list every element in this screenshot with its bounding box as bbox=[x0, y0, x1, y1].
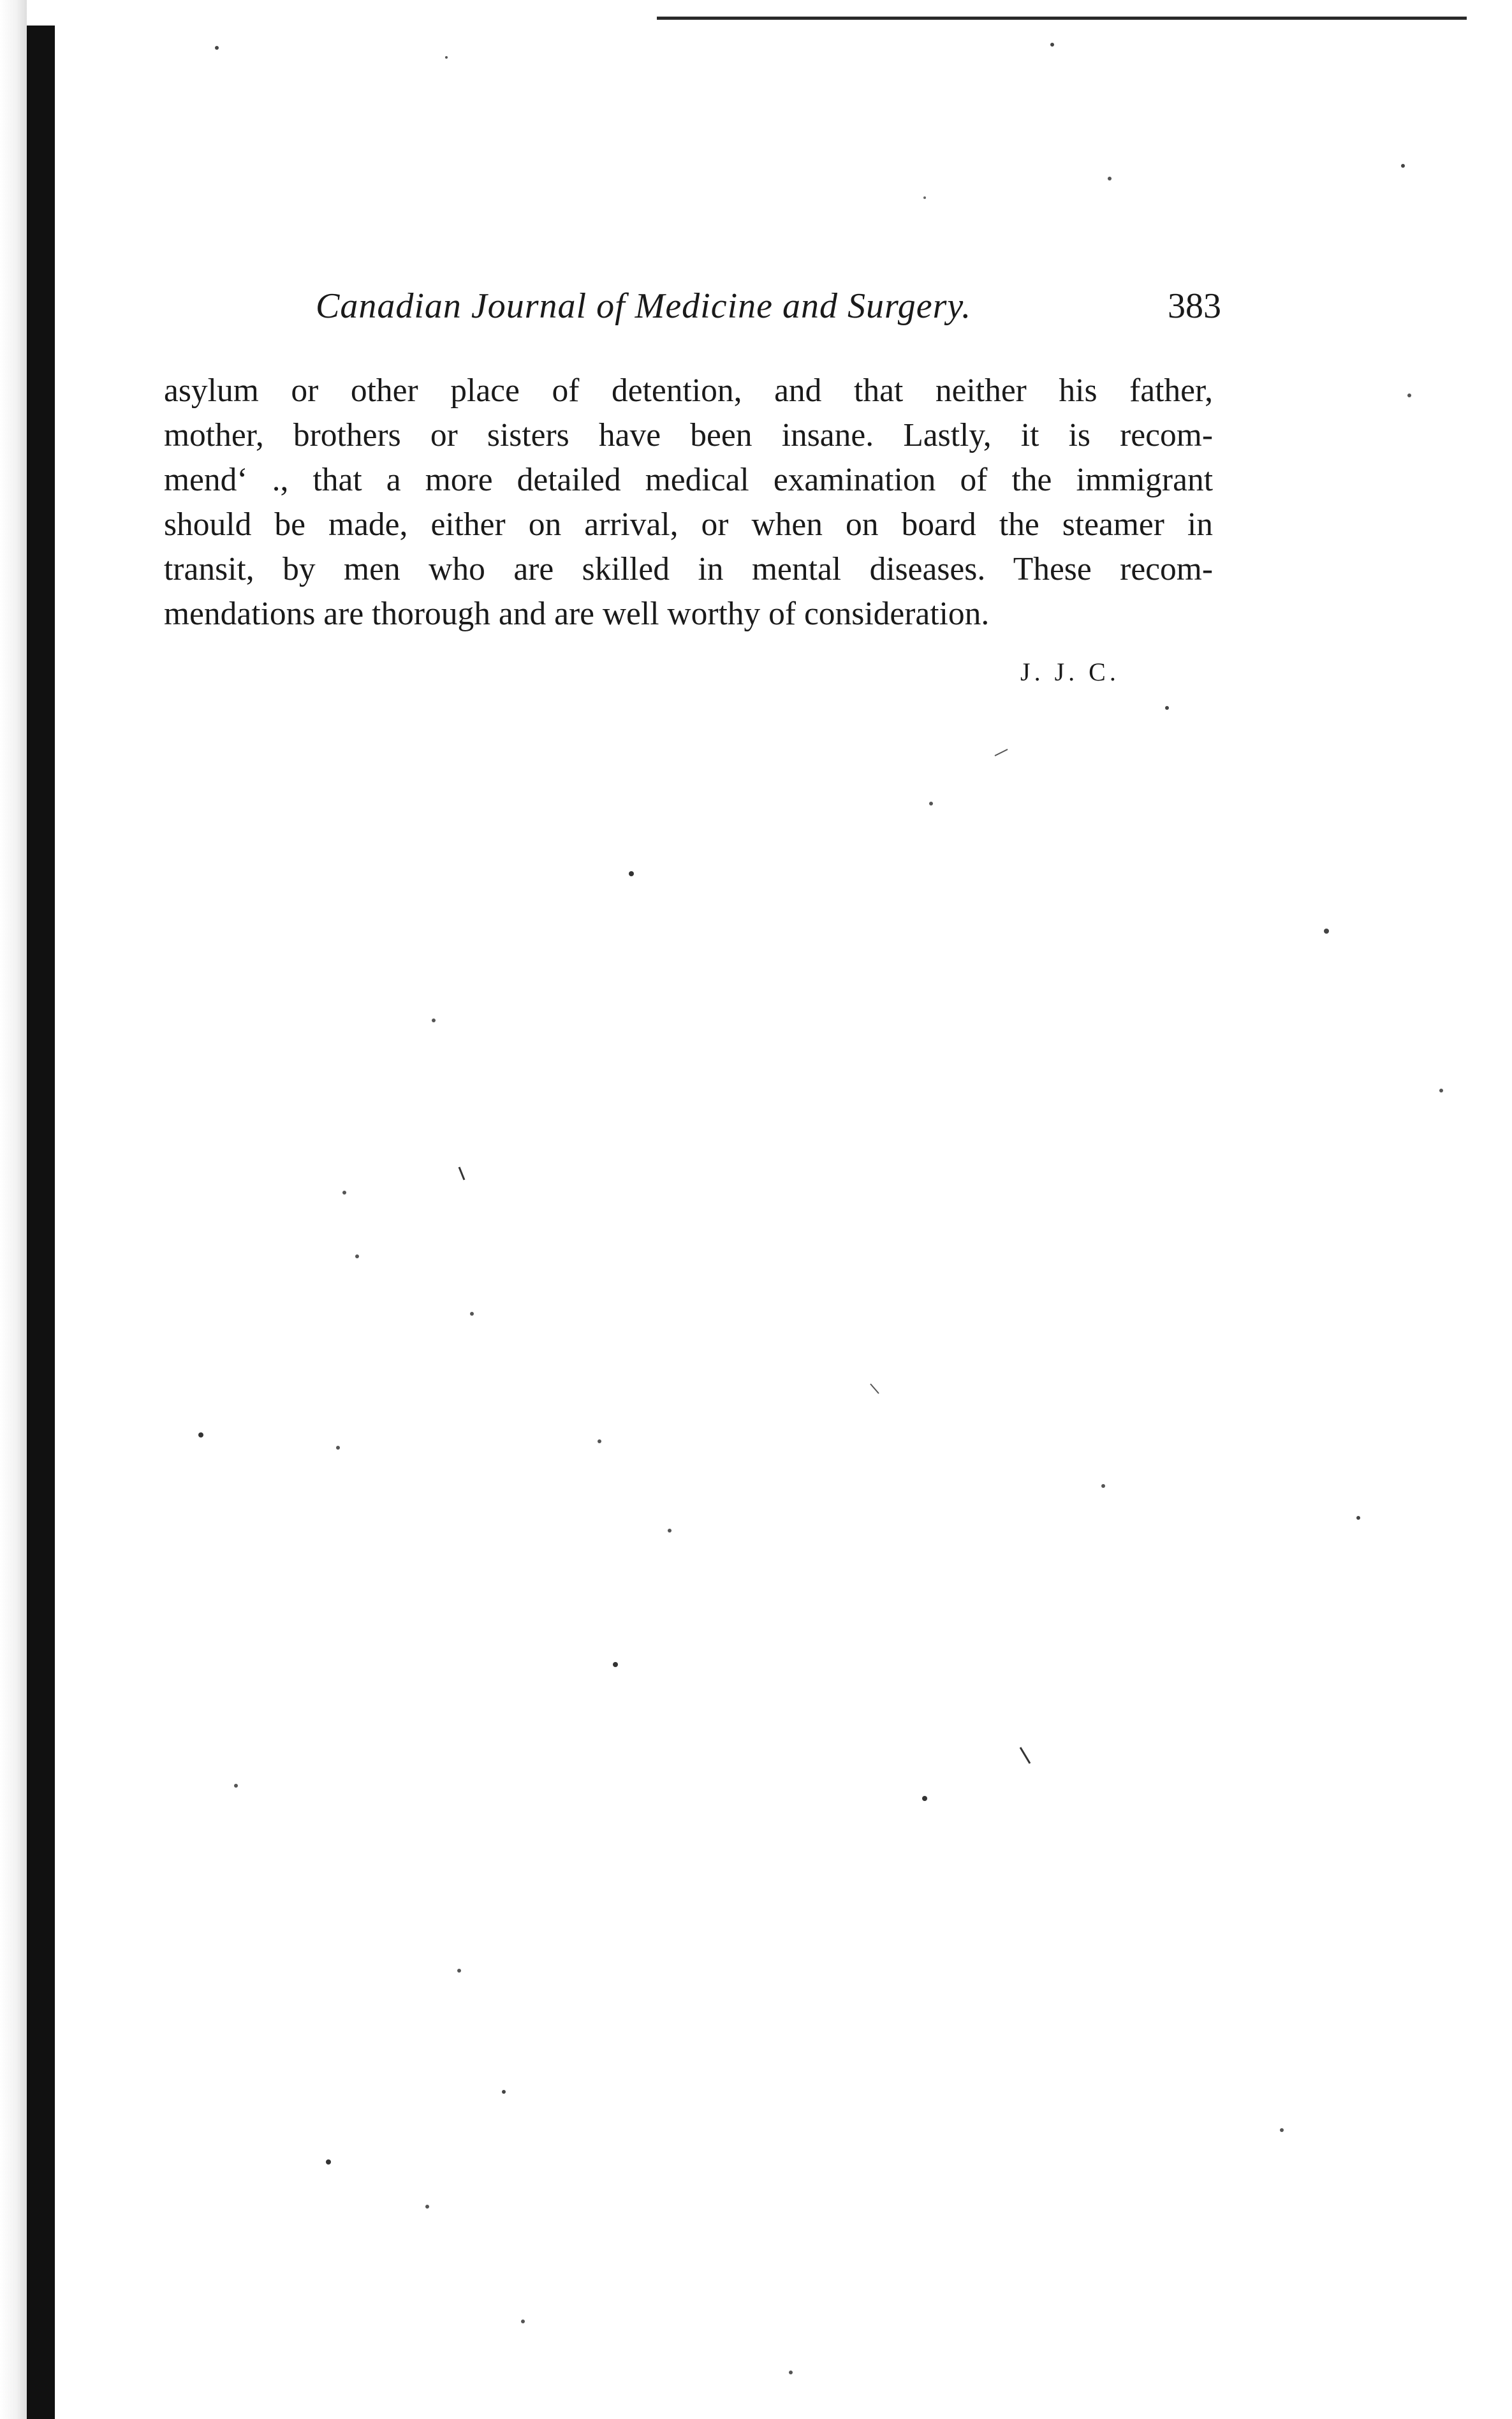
paragraph-line: mother, brothers or sisters have been insane. Lastly, it is recom- bbox=[164, 417, 1213, 453]
paragraph-line: asylum or other place of detention, and that neither his father, bbox=[164, 372, 1213, 409]
author-signature: J. J. C. bbox=[1020, 658, 1120, 686]
paragraph-line: transit, by men who are skilled in mental diseases. These recom- bbox=[164, 551, 1213, 587]
page-number: 383 bbox=[1168, 286, 1221, 326]
journal-title: Canadian Journal of Medicine and Surgery. bbox=[316, 286, 972, 326]
paragraph-line: should be made, either on arrival, or when on board the steamer in bbox=[164, 506, 1213, 543]
paragraph-line: mend‘ ., that a more detailed medical examination of the immigrant bbox=[164, 462, 1213, 498]
paragraph-line: mendations are thorough and are well worthy of consideration. bbox=[164, 596, 990, 632]
